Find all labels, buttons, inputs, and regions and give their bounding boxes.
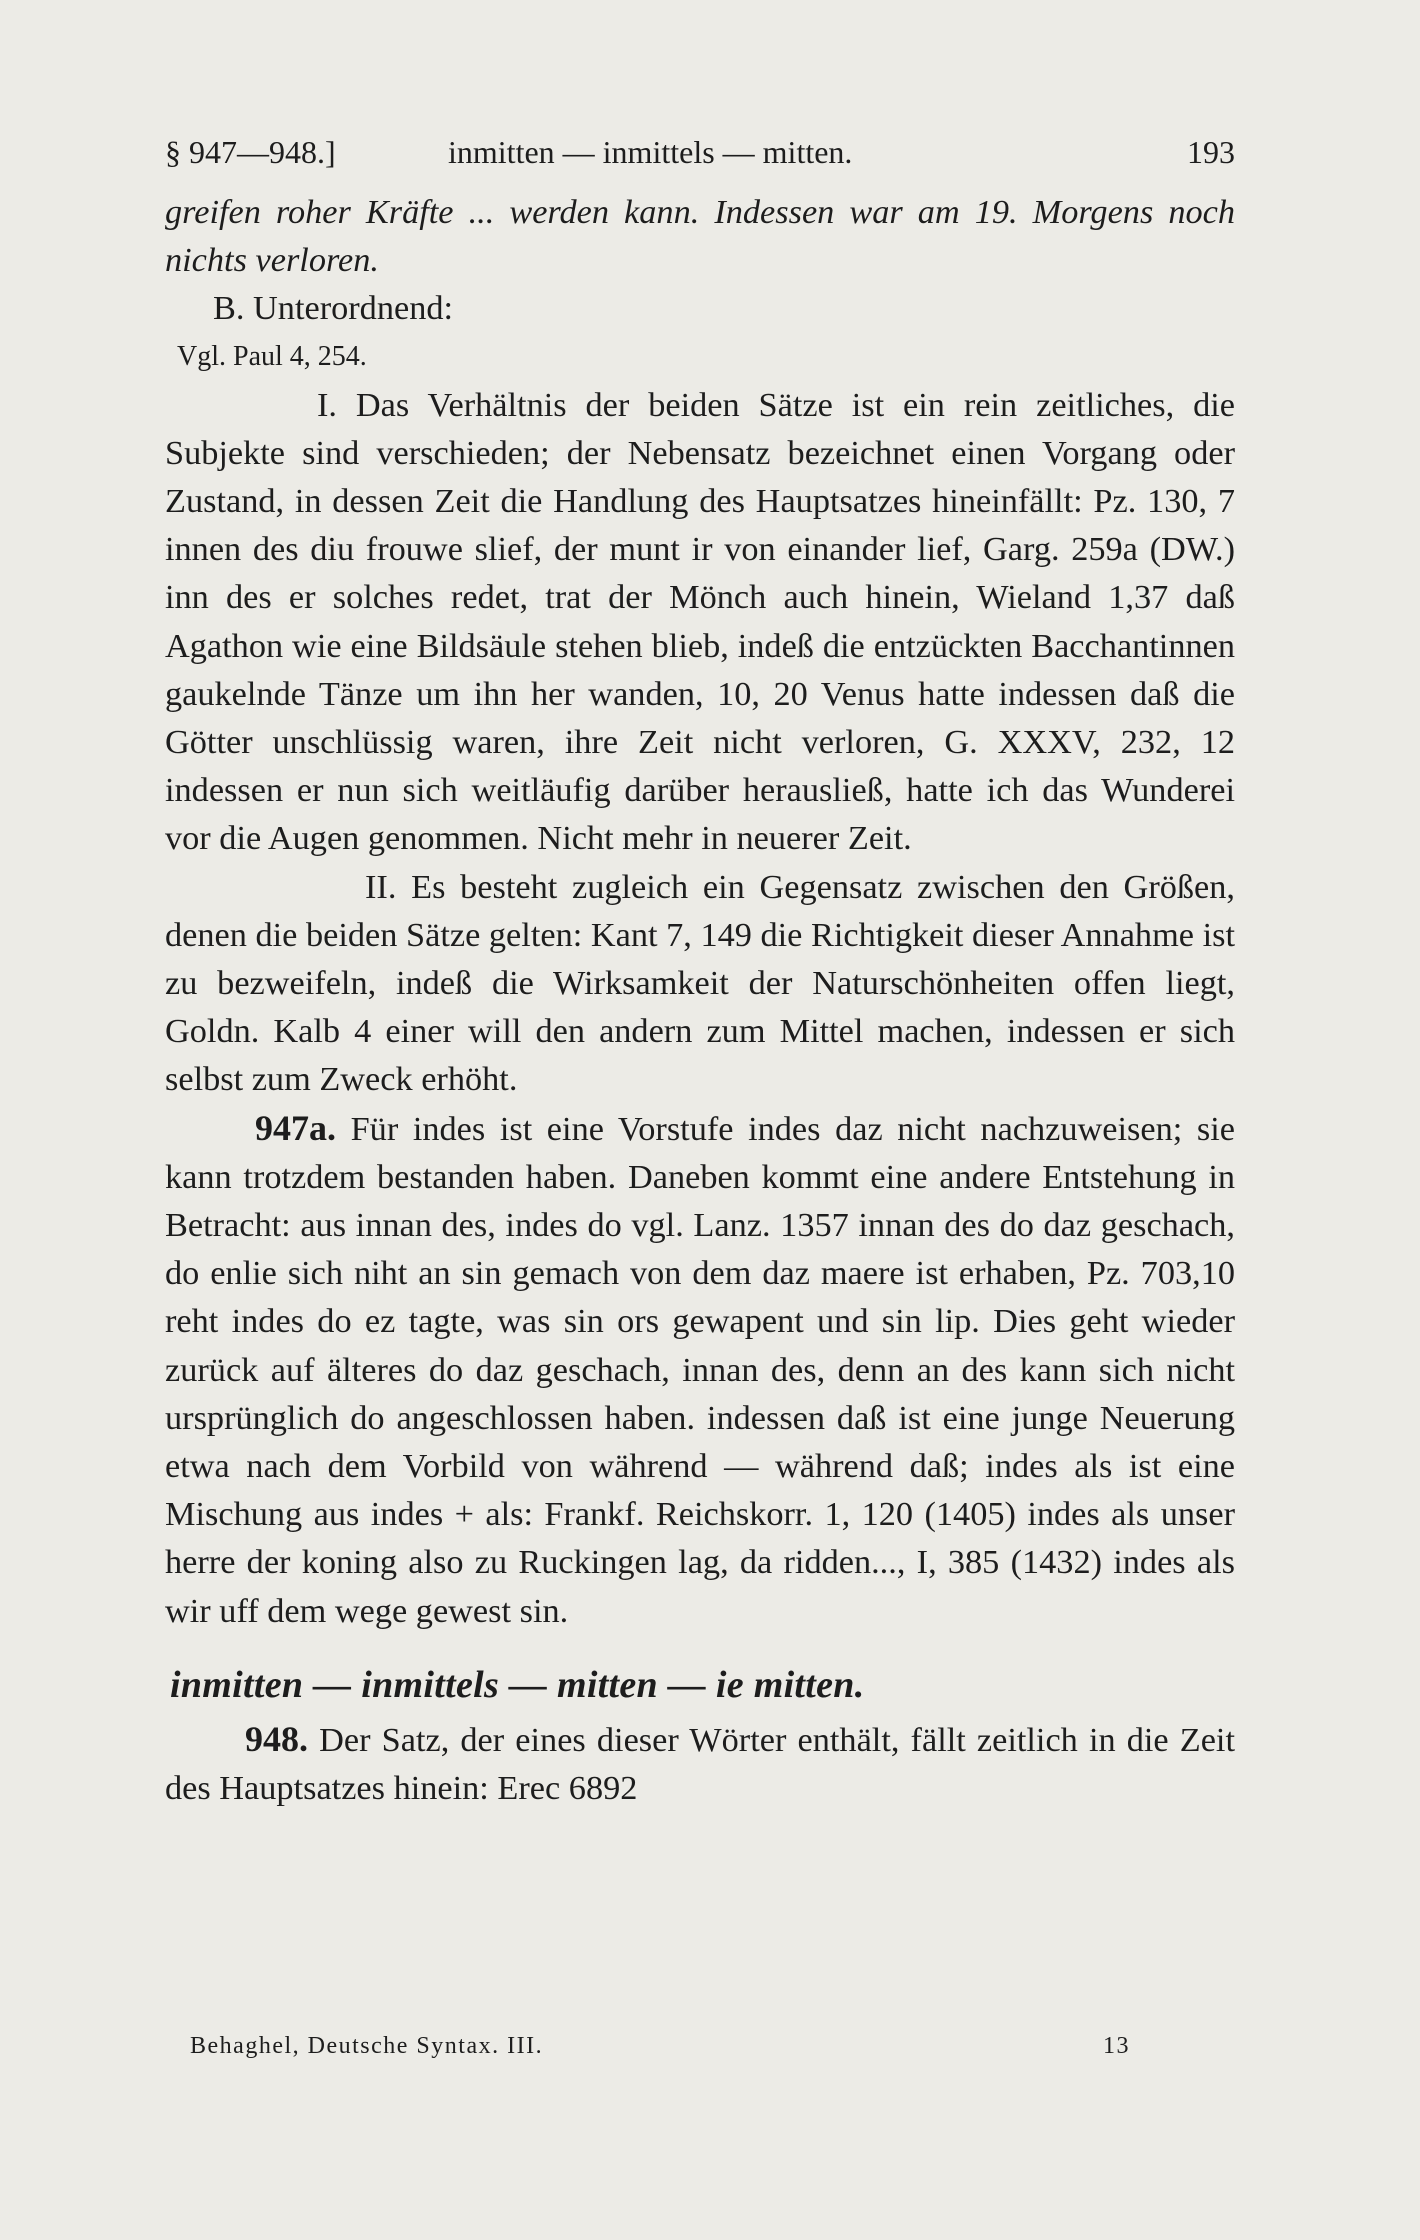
paragraph-1: greifen roher Kräfte ... werden kann. Indessen war am 19. Morgens noch nichts verloren. (165, 193, 1235, 280)
section-number-948: 948. (245, 1718, 308, 1759)
section-range: § 947—948.] (165, 134, 336, 170)
reference-note: Vgl. Paul 4, 254. (177, 340, 367, 372)
running-head (165, 128, 1235, 176)
body-text (165, 188, 1235, 1812)
section-heading: inmitten — inmittels — mitten — ie mitten. (170, 1663, 865, 1706)
paragraph-947a-text: Für indes ist eine Vorstufe indes daz nicht nachzuweisen; sie kann trotzdem bestanden haben. Daneben kommt eine andere Entstehung in Betracht: aus innan des, indes do vgl. Lanz. 1357 innan des do daz geschach, do enlie sich niht an sin gemach von dem daz maere ist erhaben, Pz. 703,10 reht indes do ez tagte, was sin ors gewapent und sin lip. Dies geht wieder zurück auf älteres do daz geschach, innan des, denn an des kann sich nicht ursprünglich do angeschlossen haben. indessen daß ist eine junge Neuerung etwa nach dem Vorbild von während — während daß; indes als ist eine Mischung aus indes + als: Frankf. Reichskorr. 1, 120 (1405) indes als unser herre der koning also zu Ruckingen lag, da ridden..., I, 385 (1432) indes als wir uff dem wege gewest sin. (165, 1109, 1235, 1630)
section-number-947a: 947a. (255, 1107, 336, 1148)
page-footer (190, 2026, 1130, 2066)
subheading-unterordnend: B. Unterordnend: (213, 289, 454, 328)
paragraph-948-text: Der Satz, der eines dieser Wörter enthält, fällt zeitlich in die Zeit des Hauptsatzes hinein: Erec 6892 (165, 1720, 1235, 1808)
sheet-number: 13 (1103, 2033, 1130, 2059)
paragraph-947a (165, 1104, 1235, 1635)
page-number: 193 (1187, 134, 1235, 170)
paragraph-948 (165, 1715, 1235, 1812)
running-title: inmitten — inmittels — mitten. (448, 134, 853, 170)
paragraph-I: I. Das Verhältnis der beiden Sätze ist ein rein zeitliches, die Subjekte sind verschieden; der Nebensatz bezeichnet einen Vorgang oder Zustand, in dessen Zeit die Handlung des Hauptsatzes hineinfällt: Pz. 130, 7 innen des diu frouwe slief, der munt ir von einander lief, Garg. 259a (DW.) inn des er solches redet, trat der Mönch auch hinein, Wieland 1,37 daß Agathon wie eine Bildsäule stehen blieb, indeß die entzückten Bacchantinnen gaukelnde Tänze um ihn her wanden, 10, 20 Venus hatte indessen daß die Götter unschlüssig waren, ihre Zeit nicht verloren, G. XXXV, 232, 12 indessen er nun sich weitläufig darüber herausließ, hatte ich das Wunderei vor die Augen genommen. Nicht mehr in neuerer Zeit. (165, 385, 1235, 858)
book-signature: Behaghel, Deutsche Syntax. III. (190, 2033, 544, 2059)
paragraph-II: II. Es besteht zugleich ein Gegensatz zwischen den Größen, denen die beiden Sätze gelten: Kant 7, 149 die Richtigkeit dieser Annahme ist zu bezweifeln, indeß die Wirksamkeit der Naturschönheiten offen liegt, Goldn. Kalb 4 einer will den andern zum Mittel machen, indessen er sich selbst zum Zweck erhöht. (165, 867, 1235, 1099)
